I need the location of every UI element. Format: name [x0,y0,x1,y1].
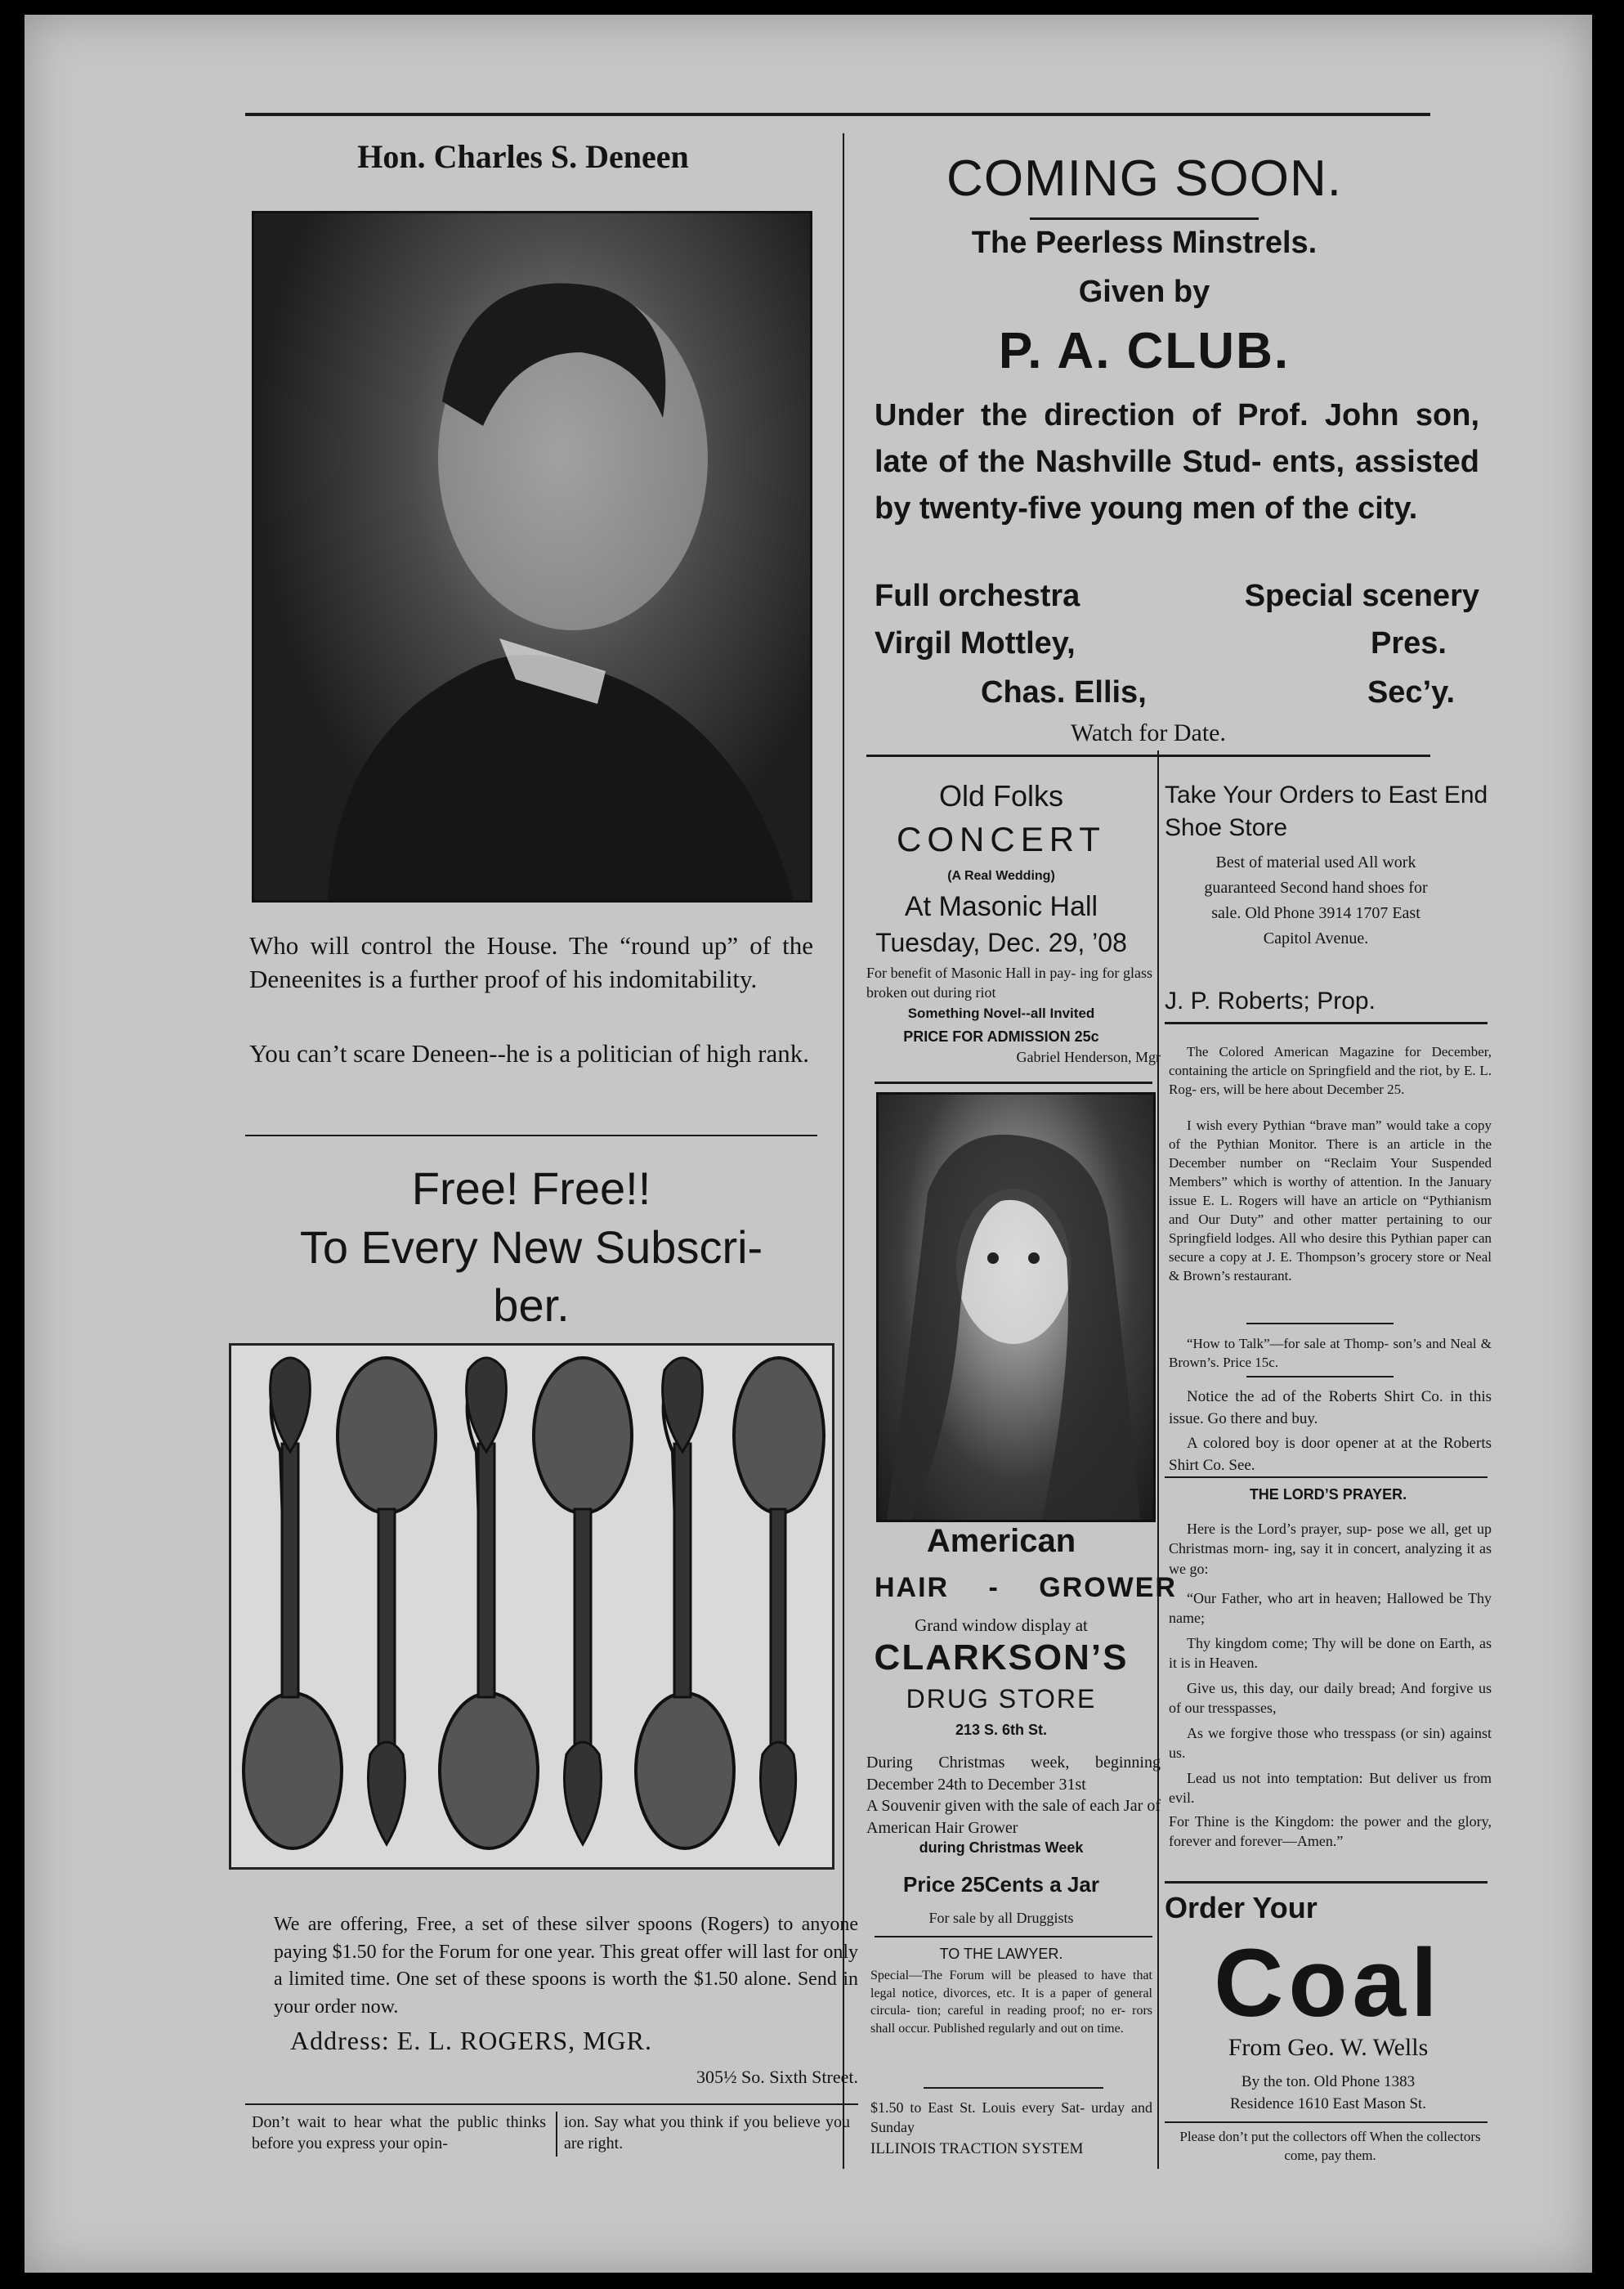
news-p4: Notice the ad of the Roberts Shirt Co. in this issue. Go there and buy. [1169,1388,1492,1427]
concert-novel: Something Novel--all Invited [907,1006,1095,1021]
coal-rule [1165,2121,1488,2123]
scenery-text: Special scenery [1244,579,1479,613]
column-divider-right [1157,750,1159,2169]
minstrels-line: The Peerless Minstrels. [971,226,1318,260]
hair-xmas: during Christmas Week [919,1839,1084,1856]
coal-from: From Geo. W. Wells [1228,2034,1429,2061]
left-divider-1 [245,1135,817,1136]
street-line: 305½ So. Sixth Street. [696,2067,858,2087]
shoe-signature: J. P. Roberts; Prop. [1165,988,1376,1015]
news-p1: The Colored American Magazine for December, containing the article on Springfield and the riot, by E. L. Rog- ers, will be here about December 25. [1169,1044,1492,1097]
hair-body: During Christmas week, beginning December 24th to December 31st [866,1754,1161,1794]
hair-grower-portrait [876,1092,1156,1522]
hair-word: HAIR [875,1572,950,1603]
concert-body: For benefit of Masonic Hall in pay- ing for glass broken out during riot [866,965,1152,1001]
prayer-title: THE LORD’S PRAYER. [1249,1486,1407,1503]
concert-rule [875,1082,1152,1084]
left-divider-2 [245,2103,858,2105]
column-divider-main [843,133,844,2169]
newspaper-page [25,15,1592,2273]
deneen-caption-2: You can’t scare Deneen--he is a politician of high rank. [249,1039,809,1068]
spoons-illustration [229,1343,834,1870]
lawyer-body: Special—The Forum will be pleased to have that legal notice, divorces, etc. It is a paper of general circula- tion; careful in reading proof; no er- rors shall occur. Published regularly and out on time. [870,1969,1152,2036]
coal-word: Coal [1214,1929,1443,2037]
secretary-row [981,675,1455,710]
hair-souvenir: A Souvenir given with the sale of each Jar of American Hair Grower [866,1797,1161,1837]
hair-grower-row [875,1572,1177,1604]
deneen-portrait [252,211,812,903]
prayer-intro: Here is the Lord’s prayer, sup- pose we all, get up Christmas morn- ing, say it in concert, analyzing it as we go: [1169,1521,1492,1577]
prayer-line-2: Thy kingdom come; Thy will be done on Earth, as it is in Heaven. [1169,1635,1492,1672]
prayer-line-3: Give us, this day, our daily bread; And forgive us of our tresspasses, [1169,1680,1492,1717]
prayer-rule [1165,1881,1488,1884]
concert-line-3: (A Real Wedding) [947,869,1055,883]
hair-grand: Grand window display at [915,1615,1088,1635]
prayer-line-4: As we forgive those who tresspass (or sin) against us. [1169,1725,1492,1762]
hair-dash: - [988,1572,1000,1603]
orchestra-text: Full orchestra [875,579,1080,613]
free-title [229,1159,834,1335]
secretary-name: Chas. Ellis, [981,675,1147,710]
coal-residence: Residence 1610 East Mason St. [1229,2095,1427,2112]
news-rule-2 [1246,1376,1394,1377]
deneen-caption-1: Who will control the House. The “round up” of the Deneenites is a further proof of his indomitability. [249,931,813,994]
spoons-icon [231,1346,832,1867]
bottom-note-a: Don’t wait to hear what the public thinks before you express your opin- [252,2113,546,2152]
hair-addr: 213 S. 6th St. [955,1722,1048,1738]
president-row [875,626,1447,661]
coming-soon-title: COMING SOON. [946,150,1342,207]
news-p5: A colored boy is door opener at at the Roberts Shirt Co. See. [1169,1435,1492,1474]
offer-text: We are offering, Free, a set of these silver spoons (Rogers) to anyone paying $1.50 for the Forum for one year. This great offer will last for only a limited time. One set of these spoons is worth the $1.50 alone. Send in your order now. [274,1914,858,2018]
president-name: Virgil Mottley, [875,626,1076,661]
address-line: Address: E. L. ROGERS, MGR. [290,2026,653,2055]
lawyer-rule [924,2087,1103,2089]
concert-price: PRICE FOR ADMISSION 25c [903,1028,1099,1045]
orchestra-row [875,579,1479,614]
shoe-rule [1165,1022,1488,1024]
deneen-heading: Hon. Charles S. Deneen [357,138,689,175]
traction-line-2: ILLINOIS TRACTION SYSTEM [870,2140,1084,2157]
hair-sale: For sale by all Druggists [928,1910,1074,1926]
bottom-note-divider [556,2112,557,2157]
traction-line-1: $1.50 to East St. Louis every Sat- urday and Sunday [870,2099,1152,2136]
prayer-line-5: Lead us not into temptation: But deliver us from evil. [1169,1770,1492,1807]
concert-manager: Gabriel Henderson, Mgr [1016,1049,1161,1065]
free-title-line-1: Free! Free!! [411,1162,651,1214]
coal-collectors: Please don’t put the collectors off When the collectors come, pay them. [1179,2129,1481,2163]
pa-club-line: P. A. CLUB. [998,323,1291,379]
lawyer-title: TO THE LAWYER. [939,1946,1063,1962]
hair-title: American [926,1523,1076,1559]
portrait-silhouette [254,213,810,900]
hair-price: Price 25Cents a Jar [903,1872,1099,1897]
news-rule-1 [1246,1323,1394,1324]
concert-line-5: Tuesday, Dec. 29, ’08 [875,928,1127,957]
concert-line-2: CONCERT [897,820,1106,858]
coming-title-rule [1030,217,1259,220]
coming-bottom-rule [866,755,1430,757]
coming-body: Under the direction of Prof. John son, late of the Nashville Stud- ents, assisted by twenty-five young men of the city. [875,398,1479,526]
given-by-line: Given by [1078,275,1210,309]
coal-order: Order Your [1165,1891,1318,1924]
concert-line-4: At Masonic Hall [904,891,1098,922]
shoe-body: Best of material used All work guaranteed Second hand shoes for sale. Old Phone 3914 1707 East Capitol Avenue. [1204,853,1428,947]
secretary-title: Sec’y. [1367,675,1455,710]
president-title: Pres. [1371,626,1447,661]
prayer-line-6: For Thine is the Kingdom: the power and the glory, forever and forever—Amen.” [1169,1813,1492,1850]
top-rule [245,113,1430,116]
woman-portrait-icon [879,1095,1153,1520]
hair-store: CLARKSON’S [874,1637,1129,1678]
news-p3: “How to Talk”—for sale at Thomp- son’s and Neal & Brown’s. Price 15c. [1169,1336,1492,1370]
hair-rule [875,1936,1152,1937]
free-title-line-3: ber. [493,1279,570,1332]
concert-line-1: Old Folks [938,779,1064,813]
hair-drug: DRUG STORE [906,1684,1097,1713]
news-rule-3 [1165,1476,1488,1478]
coal-phone: By the ton. Old Phone 1383 [1241,2073,1416,2090]
news-p2: I wish every Pythian “brave man” would take a copy of the Pythian Monitor. There is an article in the December number on “Reclaim Your Suspended Members” which is worthy of attention. In the January issue E. L. Rogers will have an article on “Pythianism and Our Duty” and other matter pertaining to our Springfield lodges. All who desire this Pythian paper can secure a copy at J. E. Thompson’s grocery store or Neal & Brown’s restaurant. [1169,1118,1492,1283]
grower-word: GROWER [1039,1572,1177,1603]
watch-for-date: Watch for Date. [1071,719,1226,746]
shoe-title: Take Your Orders to East End Shoe Store [1165,782,1488,841]
prayer-line-1: “Our Father, who art in heaven; Hallowed be Thy name; [1169,1590,1492,1627]
bottom-note-b: ion. Say what you think if you believe you are right. [564,2113,850,2152]
free-title-line-2: To Every New Subscri- [299,1221,763,1273]
